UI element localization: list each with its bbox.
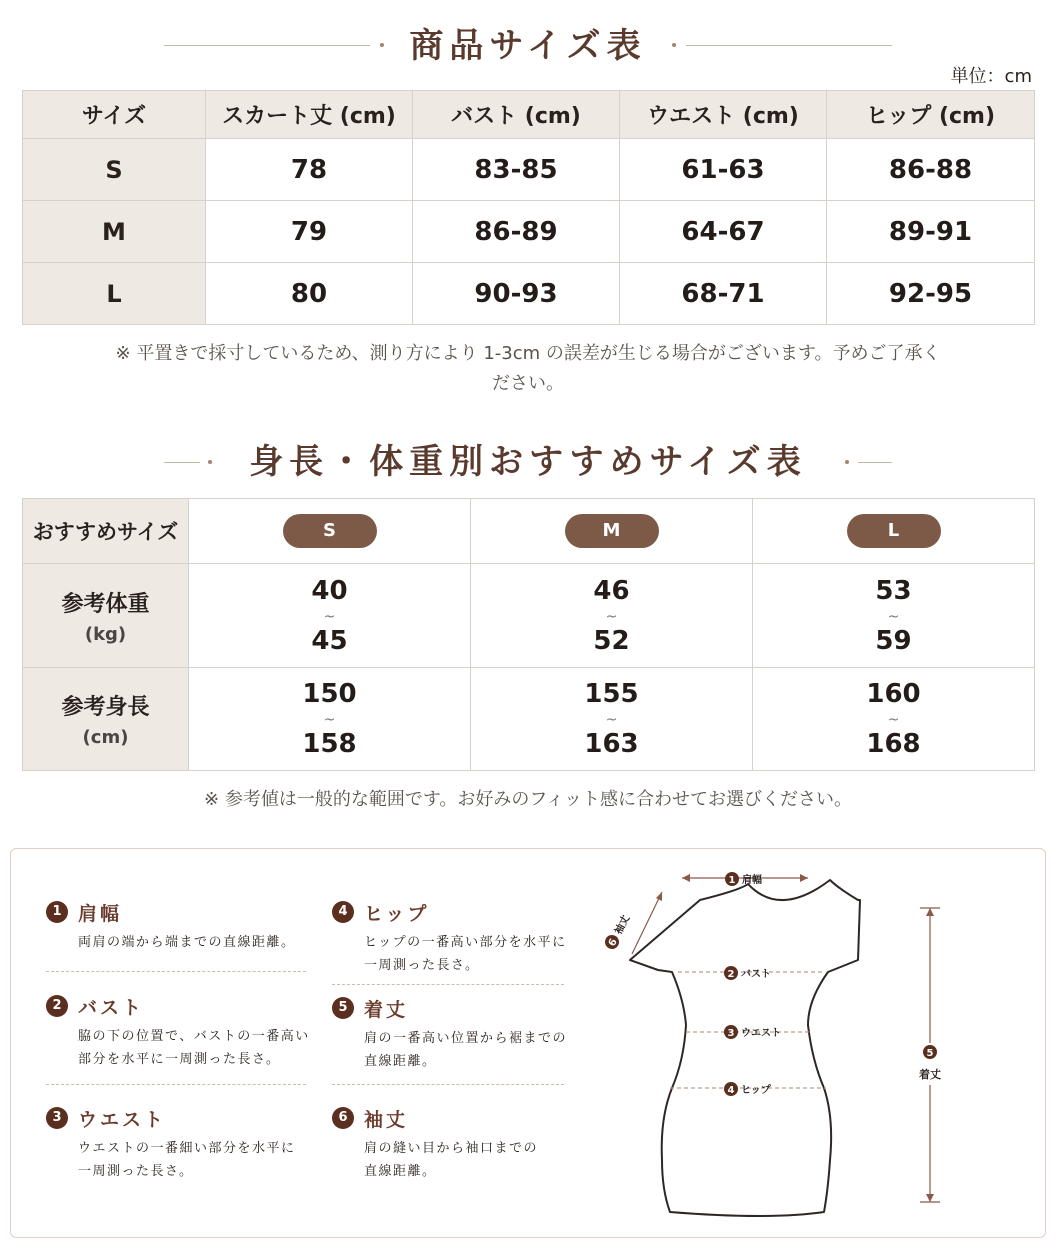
guide-item-title: 肩幅 [78, 903, 123, 925]
guide-desc-line: 一周測った長さ。 [364, 958, 480, 973]
divider [332, 1084, 564, 1085]
divider [46, 971, 306, 972]
arrow-head-icon [656, 892, 662, 901]
range-tilde: ~ [323, 608, 336, 625]
weight-row-header [23, 564, 189, 668]
table-header: サイズ [23, 91, 206, 139]
height-row-header [23, 668, 189, 771]
guide-item-desc [364, 1137, 538, 1183]
range-min: 150 [302, 679, 357, 709]
guide-desc-line: ヒップの一番高い部分を水平に [364, 935, 567, 950]
dress-outline-icon [630, 880, 860, 1216]
row-size-label: L [23, 263, 206, 325]
weight-cell [753, 564, 1035, 668]
guide-desc-line: 脇の下の位置で、バストの一番高い [78, 1029, 310, 1044]
badge-number: 3 [727, 1028, 735, 1039]
range-max: 52 [593, 625, 630, 656]
guide-item-title: ヒップ [364, 903, 430, 925]
height-unit: (cm) [82, 727, 129, 748]
range-max: 168 [866, 729, 921, 759]
guide-desc-line: 直線距離。 [364, 1054, 437, 1069]
arrow-head-icon [682, 874, 690, 882]
number-badge: 6 [332, 1107, 354, 1129]
table-cell: 83-85 [413, 139, 620, 201]
unit-label: 単位：cm [950, 66, 1032, 87]
guide-item-title: 着丈 [364, 999, 409, 1021]
range-max: 45 [311, 625, 348, 656]
arrow-head-icon [800, 874, 808, 882]
range-tilde: ~ [887, 608, 900, 625]
diagram-label-bust: バスト [741, 969, 771, 980]
diagram-label-waist: ウエスト [741, 1028, 781, 1039]
weight-cell [471, 564, 753, 668]
guide-item-desc [78, 1025, 310, 1071]
height-cell [189, 668, 471, 771]
weight-cell [189, 564, 471, 668]
range-min: 53 [875, 575, 912, 606]
height-cell [471, 668, 753, 771]
range-min: 40 [311, 575, 348, 606]
row-size-label: M [23, 201, 206, 263]
dress-diagram [590, 860, 990, 1230]
row-size-label: S [23, 139, 206, 201]
table-cell: 86-89 [413, 201, 620, 263]
table-cell: 78 [206, 139, 413, 201]
range-min: 46 [593, 575, 630, 606]
guide-item-title: 袖丈 [364, 1109, 409, 1131]
size-pill-m: M [565, 514, 659, 548]
recommend-table [22, 498, 1035, 771]
diagram-label-shoulder: 肩幅 [742, 875, 762, 886]
guide-item-desc [78, 1137, 296, 1183]
number-badge: 5 [332, 997, 354, 1019]
divider [46, 1084, 306, 1085]
size-pill-cell [189, 499, 471, 564]
guide-item-title: ウエスト [78, 1109, 167, 1131]
table-cell: 89-91 [827, 201, 1035, 263]
table-cell: 64-67 [620, 201, 827, 263]
guide-desc-line: ウエストの一番細い部分を水平に [78, 1141, 296, 1156]
table-header: ヒップ (cm) [827, 91, 1035, 139]
guide-item-desc [364, 1027, 567, 1073]
guide-desc-line: 肩の一番高い位置から裾までの [364, 1031, 568, 1046]
range-min: 155 [584, 679, 639, 709]
divider [332, 984, 564, 985]
weight-unit: (kg) [84, 623, 127, 645]
guide-desc-line: 両肩の端から端までの直線距離。 [78, 935, 296, 950]
size-chart-title: 商品サイズ表 [409, 26, 647, 66]
recommend-chart-title: 身長・体重別おすすめサイズ表 [249, 442, 807, 482]
range-min: 160 [866, 679, 921, 709]
size-note-line1: ※ 平置きで採寸しているため、測り方により 1-3cm の誤差が生じる場合がございます。予めご了承く [115, 343, 941, 364]
table-cell: 80 [206, 263, 413, 325]
table-cell: 61-63 [620, 139, 827, 201]
weight-label: 参考体重 [61, 591, 150, 617]
range-max: 59 [875, 625, 912, 656]
recommend-header-label: おすすめサイズ [23, 499, 189, 564]
table-header: スカート丈 (cm) [206, 91, 413, 139]
size-pill-cell [753, 499, 1035, 564]
guide-item-desc [364, 931, 567, 977]
range-tilde: ~ [605, 712, 618, 728]
table-cell: 90-93 [413, 263, 620, 325]
range-tilde: ~ [605, 608, 618, 625]
table-cell: 86-88 [827, 139, 1035, 201]
number-badge: 1 [46, 901, 68, 923]
diagram-label-sleeve: 袖丈 [613, 913, 633, 937]
guide-desc-line: 直線距離。 [364, 1164, 437, 1179]
range-tilde: ~ [323, 712, 336, 728]
guide-item-title: バスト [78, 997, 145, 1019]
badge-number: 2 [727, 969, 735, 980]
size-note [30, 339, 1026, 399]
arrow-head-icon [926, 908, 934, 916]
table-header: ウエスト (cm) [620, 91, 827, 139]
badge-number: 6 [606, 937, 620, 949]
range-max: 163 [584, 729, 639, 759]
recommend-note: ※ 参考値は一般的な範囲です。お好みのフィット感に合わせてお選びください。 [204, 789, 852, 810]
size-note-line2: ださい。 [492, 373, 564, 394]
diagram-label-length: 着丈 [919, 1068, 941, 1081]
badge-number: 1 [728, 875, 736, 886]
table-cell: 92-95 [827, 263, 1035, 325]
range-tilde: ~ [887, 712, 900, 728]
diagram-label-hip: ヒップ [741, 1085, 771, 1096]
guide-desc-line: 一周測った長さ。 [78, 1164, 194, 1179]
number-badge: 2 [46, 995, 68, 1017]
height-cell [753, 668, 1035, 771]
guide-desc-line: 部分を水平に一周測った長さ。 [78, 1052, 281, 1067]
badge-number: 4 [727, 1085, 735, 1096]
arrow-head-icon [926, 1194, 934, 1202]
height-label: 参考身長 [61, 695, 150, 720]
guide-item-desc [78, 931, 296, 954]
size-pill-l: L [847, 514, 941, 548]
number-badge: 3 [46, 1107, 68, 1129]
size-pill-s: S [283, 514, 377, 548]
badge-number: 5 [926, 1048, 934, 1059]
table-cell: 79 [206, 201, 413, 263]
range-max: 158 [302, 729, 357, 759]
size-table [22, 90, 1035, 325]
size-pill-cell [471, 499, 753, 564]
guide-desc-line: 肩の縫い目から袖口までの [364, 1141, 539, 1156]
number-badge: 4 [332, 901, 354, 923]
table-header: バスト (cm) [413, 91, 620, 139]
table-cell: 68-71 [620, 263, 827, 325]
